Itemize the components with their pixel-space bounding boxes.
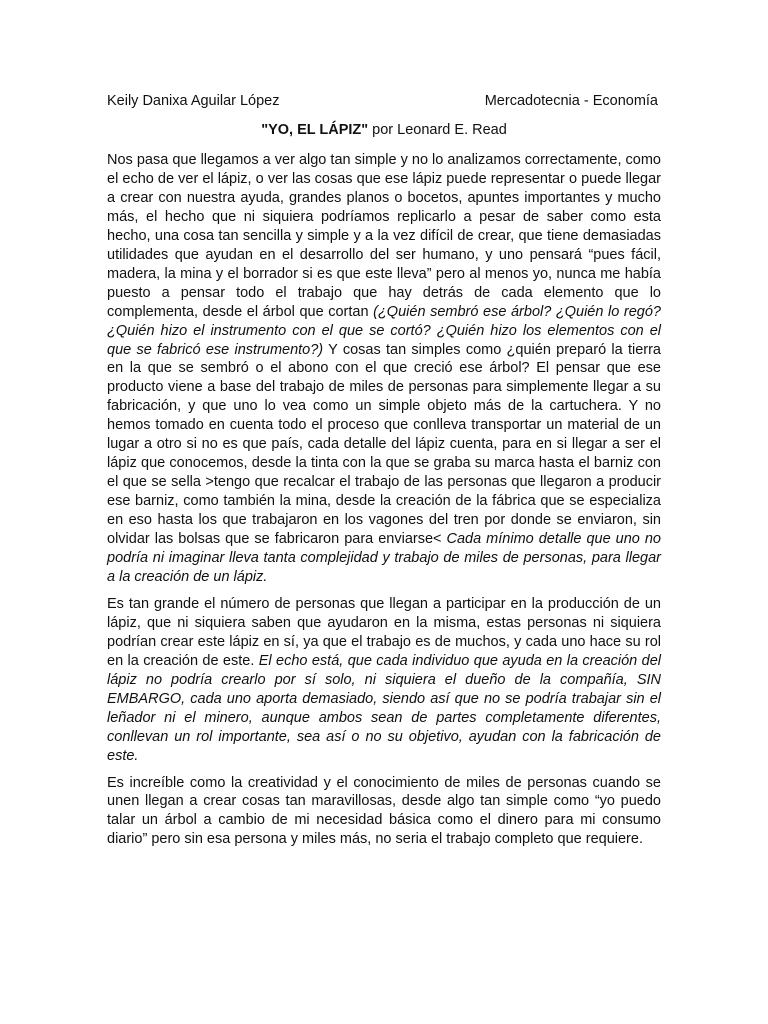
paragraph-3 xyxy=(107,774,661,850)
document-header xyxy=(107,91,658,111)
paragraph-1-italic-a: (¿Quién sembró ese árbol? ¿Quién lo regó? ¿Quién hizo el instrumento con el que se cortó? ¿Quién hizo los elementos con el que se fabricó ese instrumento?) xyxy=(107,303,661,358)
document-body xyxy=(107,151,661,857)
paragraph-2-text-a: Es tan grande el número de personas que llegan a participar en la producción de un lápiz, que ni siquiera saben que ayudaron en la misma, estas personas ni siquiera podrían crear este lápiz en sí, ya que el trabajo es de muchos, y cada uno hace su rol en la creación de este. xyxy=(107,595,661,669)
title-byline: por Leonard E. Read xyxy=(368,122,507,138)
author-name: Keily Danixa Aguilar López xyxy=(107,93,280,109)
paragraph-1-italic-b: Cada mínimo detalle que uno no podría ni imaginar lleva tanta complejidad y trabajo de miles de personas, para llegar a la creación de un lápiz. xyxy=(107,531,661,585)
course-name: Mercadotecnia - Economía xyxy=(484,93,658,109)
paragraph-3-text-a: Es increíble como la creatividad y el conocimiento de miles de personas cuando se unen llegan a crear cosas tan maravillosas, desde algo tan simple como “yo puedo talar un árbol a cambio de mi necesidad básica como el dinero para mi consumo diario” pero sin esa persona y miles más, no seria el trabajo completo que requiere. xyxy=(107,774,661,848)
paragraph-1-text-a: Nos pasa que llegamos a ver algo tan simple y no lo analizamos correctamente, como el echo de ver el lápiz, o ver las cosas que ese lápiz puede representar o puede llegar a crear con nuestra ayuda, grandes planos o bocetos, apuntes importantes y mucho más, el hecho que ni siquiera podríamos replicarlo a pesar de saber como esta hecho, una cosa tan sencilla y simple y a la vez difícil de crear, que tiene demasiadas utilidades que ayudan en el desarrollo del ser humano, y uno pensará “pues fácil, madera, la mina y el borrador si es que este lleva” pero al menos yo, nunca me había puesto a pensar todo el trabajo que hay detrás de cada elemento que lo complementa, desde el árbol que cortan xyxy=(107,152,661,320)
paragraph-2 xyxy=(107,595,661,766)
paragraph-2-italic-a: El echo está, que cada individuo que ayuda en la creación del lápiz no podría crearlo por sí solo, ni siquiera el dueño de la compañía, SIN EMBARGO, cada uno aporta demasiado, siendo así que no se podría trabajar sin el leñador ni el minero, aunque ambos sean de partes completamente diferentes, conllevan un rol importante, sea así o no su objetivo, ayudan con la fabricación de este. xyxy=(107,652,661,764)
paragraph-1-text-b: Y cosas tan simples como ¿quién preparó la tierra en la que se sembró o el abono con el que creció ese árbol? El pensar que ese producto viene a base del trabajo de miles de personas para simplemente llegar a su fabricación, y que uno lo vea como un simple objeto más de la cartuchera. Y no hemos tomado en cuenta todo el proceso que conlleva transportar un material de un lugar a otro si no es que país, cada detalle del lápiz cuenta, para en si llegar a ser el lápiz que conocemos, desde la tinta con la que se graba su marca hasta el barniz con el que se sella >tengo que recalcar el trabajo de las personas que llegaron a producir ese barniz, como también la mina, desde la creación de la fábrica que se especializa en eso hasta los que trabajaron en los vagones del tren por donde se enviaron, sin olvidar las bolsas que se fabricaron para enviarse< xyxy=(107,341,661,548)
paragraph-1 xyxy=(107,151,661,587)
document-title xyxy=(0,120,768,140)
title-main: "YO, EL LÁPIZ" xyxy=(261,122,369,138)
